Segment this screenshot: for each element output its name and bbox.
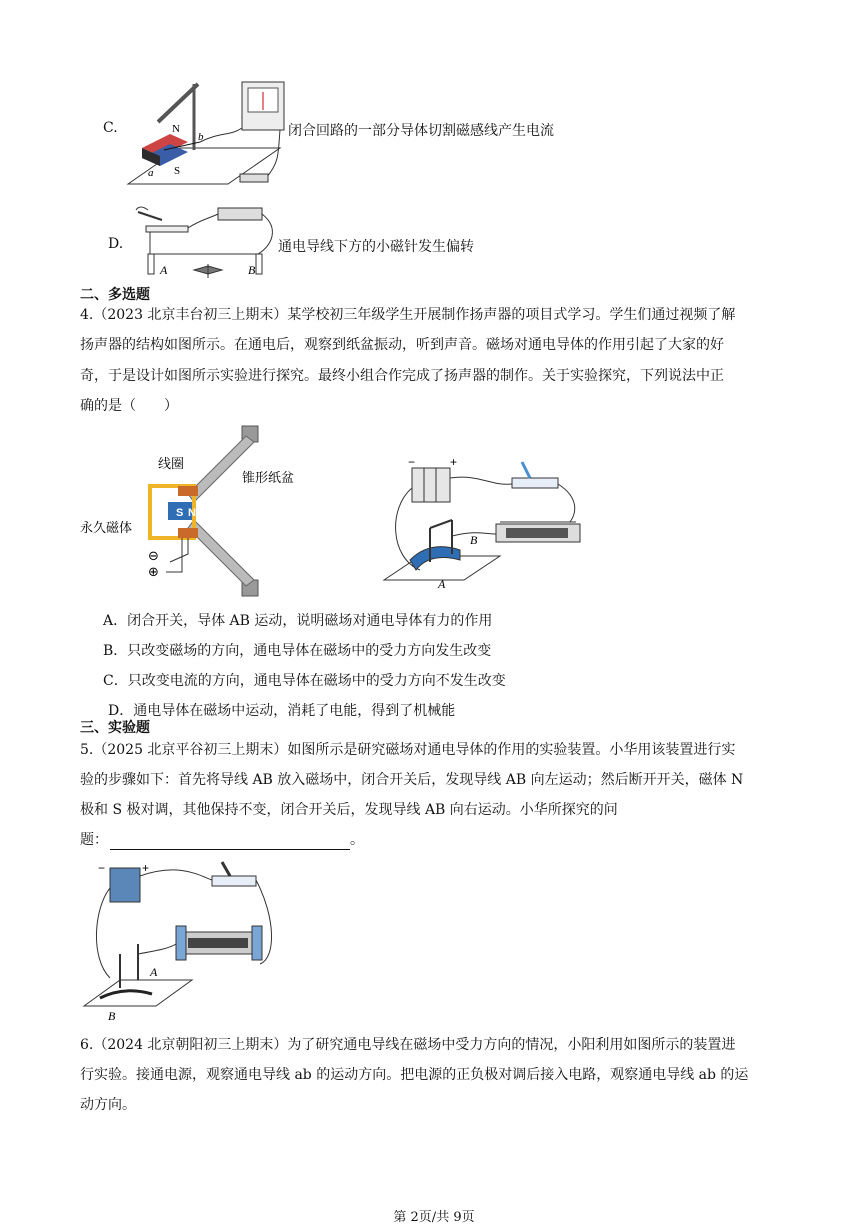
label-minus: − xyxy=(98,861,106,875)
q5-answer-blank[interactable] xyxy=(110,835,350,850)
q6-line-2: 行实验。接通电源，观察通电导线 ab 的运动方向。把电源的正负极对调后接入电路，观察通电导线 ab 的运 xyxy=(80,1067,749,1083)
q5-answer-line xyxy=(80,830,792,850)
label-magnet: 永久磁体 xyxy=(80,521,133,536)
label-plus: ⊕ xyxy=(148,565,159,580)
option-d-text: 通电导线下方的小磁针发生偏转 xyxy=(278,239,474,255)
option-c-text: 闭合回路的一部分导体切割磁感线产生电流 xyxy=(288,123,554,139)
label-b: B xyxy=(108,1009,116,1023)
section-exp-heading: 三、实验题 xyxy=(80,720,150,736)
label-b: B xyxy=(470,533,478,547)
apparatus-figure xyxy=(380,458,590,590)
q5-end: 。 xyxy=(350,832,364,848)
option-d-figure xyxy=(130,198,280,280)
section-multi-heading: 二、多选题 xyxy=(80,287,150,303)
label-minus: ⊖ xyxy=(148,549,159,564)
label-b: B xyxy=(248,263,256,277)
q4-line-1: 4.（2023 北京丰台初三上期末）某学校初三年级学生开展制作扬声器的项目式学习。学生们通过视频了解 xyxy=(80,307,736,323)
q6-line-3: 动方向。 xyxy=(80,1097,136,1113)
option-c-letter: C. xyxy=(103,120,118,136)
label-a: A xyxy=(160,263,168,277)
q4-option-b: B．只改变磁场的方向，通电导体在磁场中的受力方向发生改变 xyxy=(103,643,492,659)
q5-line-3: 极和 S 极对调，其他保持不变，闭合开关后，发现导线 AB 向右运动。小华所探究的问 xyxy=(80,802,618,818)
q5-apparatus-figure xyxy=(80,858,280,1024)
label-a: A xyxy=(150,965,158,979)
q4-line-4: 确的是（ ） xyxy=(80,398,178,414)
q4-line-3: 奇，于是设计如图所示实验进行探究。最终小组合作完成了扬声器的制作。关于实验探究，下列说法中正 xyxy=(80,368,724,384)
q4-option-a: A．闭合开关，导体 AB 运动，说明磁场对通电导体有力的作用 xyxy=(103,613,493,629)
label-plus: + xyxy=(142,861,150,875)
label-a: a xyxy=(148,167,154,179)
label-b: b xyxy=(198,131,204,143)
q4-option-c: C．只改变电流的方向，通电导体在磁场中的受力方向不发生改变 xyxy=(103,673,506,689)
q4-option-d: D．通电导体在磁场中运动，消耗了电能，得到了机械能 xyxy=(108,703,456,719)
q6-line-1: 6.（2024 北京朝阳初三上期末）为了研究通电导线在磁场中受力方向的情况，小阳利用如图所示的装置进 xyxy=(80,1037,736,1053)
option-c-figure xyxy=(120,62,290,190)
label-n: N xyxy=(188,507,196,519)
q5-line-1: 5.（2025 北京平谷初三上期末）如图所示是研究磁场对通电导体的作用的实验装置。小华用该装置进行实 xyxy=(80,742,736,758)
speaker-structure-figure xyxy=(78,422,318,600)
label-s: S xyxy=(176,507,184,519)
page-footer: 第 2页/共 9页 xyxy=(393,1210,475,1225)
q5-line-2: 验的步骤如下：首先将导线 AB 放入磁场中，闭合开关后，发现导线 AB 向左运动；然后断开开关，磁体 N xyxy=(80,772,744,788)
label-n: N xyxy=(172,123,180,135)
label-a: A xyxy=(438,577,446,590)
q4-line-2: 扬声器的结构如图所示。在通电后，观察到纸盆振动，听到声音。磁场对通电导体的作用引起了大家的好 xyxy=(80,337,724,353)
label-minus: − xyxy=(408,458,416,469)
label-s: S xyxy=(174,165,181,177)
option-d-letter: D. xyxy=(108,236,124,252)
q5-prompt: 题： xyxy=(80,832,108,848)
label-cone: 锥形纸盆 xyxy=(242,471,295,486)
label-plus: + xyxy=(450,458,458,469)
label-coil: 线圈 xyxy=(158,457,185,472)
